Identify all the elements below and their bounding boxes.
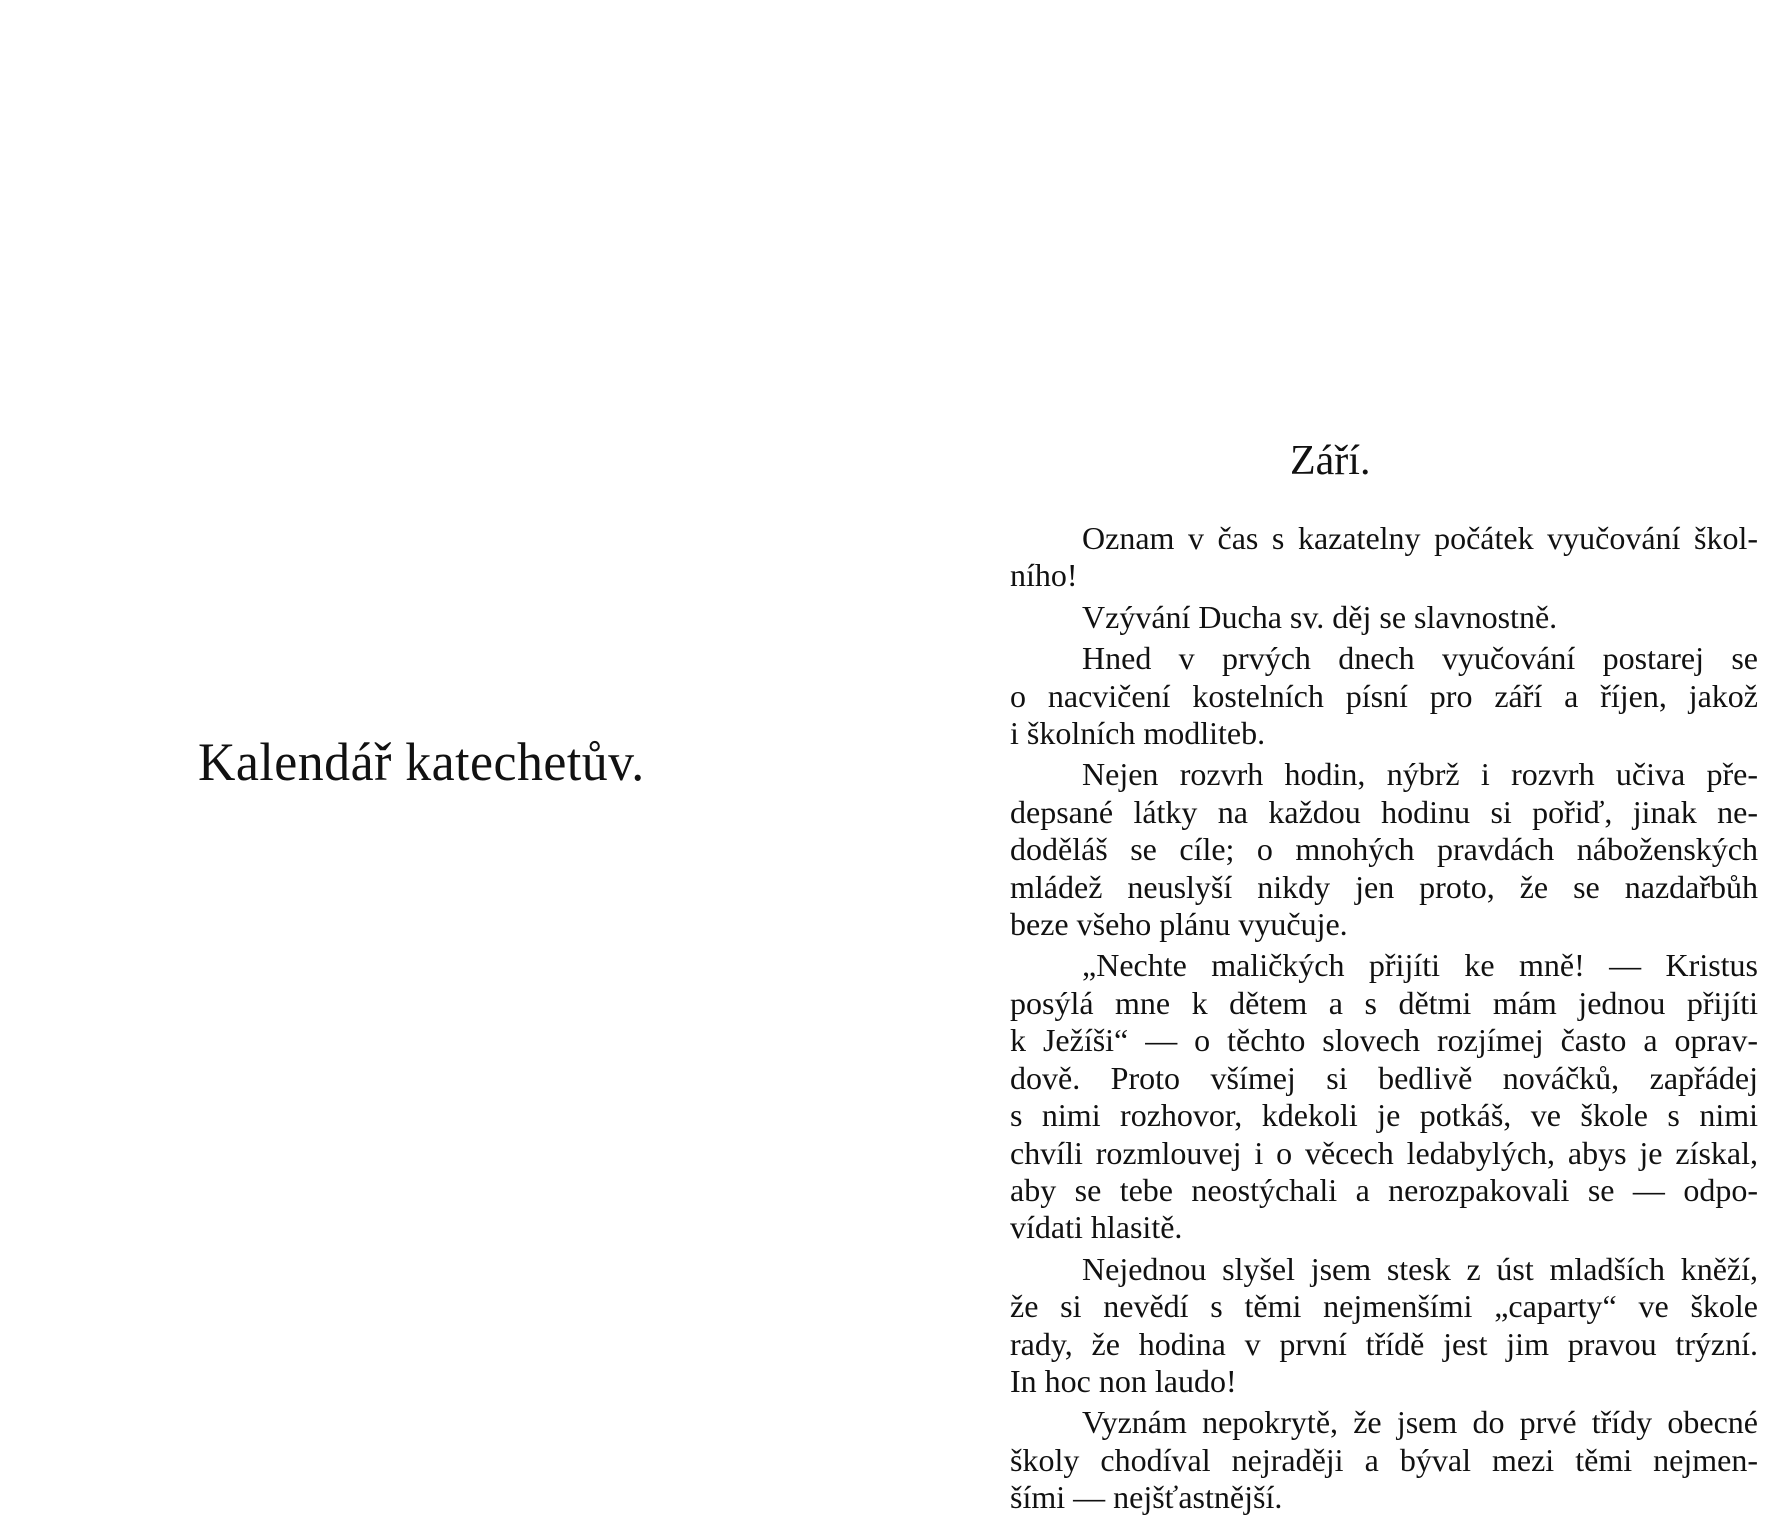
- text-line: depsané látky na každou hodinu si pořiď, jinak ne-: [1010, 793, 1758, 830]
- text-line: ního!: [1010, 557, 1078, 594]
- text-line: chvíli rozmlouvej i o věcech ledabylých, abys je získal,: [1010, 1134, 1758, 1171]
- paragraph: [938, 520, 1758, 595]
- text-line: rady, že hodina v první třídě jest jim pravou trýzní.: [1010, 1325, 1758, 1362]
- section-title-september: Září.: [1290, 438, 1371, 484]
- text-line: školy chodíval nejraději a býval mezi těmi nejmen-: [1010, 1441, 1758, 1478]
- text-line: Hned v prvých dnech vyučování postarej se: [1082, 640, 1758, 677]
- text-line: mládež neuslyší nikdy jen proto, že se nazdařbůh: [1010, 868, 1758, 905]
- text-line: Vyznám nepokrytě, že jsem do prvé třídy obecné: [1082, 1404, 1758, 1441]
- text-line: posýlá mne k dětem a s dětmi mám jednou přijíti: [1010, 984, 1758, 1021]
- text-line: Nejen rozvrh hodin, nýbrž i rozvrh učiva pře-: [1082, 756, 1758, 793]
- text-line: Vzývání Ducha sv. děj se slavnostně.: [1082, 598, 1558, 635]
- text-line: že si nevědí s těmi nejmenšími „caparty“ ve škole: [1010, 1288, 1758, 1325]
- paragraph: [938, 640, 1758, 752]
- left-page: [0, 0, 900, 1500]
- book-title: Kalendář katechetův.: [198, 732, 645, 792]
- text-line: i školních modliteb.: [1010, 715, 1266, 752]
- text-line: o nacvičení kostelních písní pro září a říjen, jakož: [1010, 677, 1758, 714]
- text-line: In hoc non laudo!: [1010, 1362, 1237, 1399]
- text-line: k Ježíši“ — o těchto slovech rozjímej často a oprav-: [1010, 1022, 1758, 1059]
- text-line: dově. Proto všímej si bedlivě nováčků, zapřádej: [1010, 1059, 1758, 1096]
- text-line: Oznam v čas s kazatelny počátek vyučování škol-: [1082, 520, 1758, 556]
- paragraph: [938, 599, 1758, 636]
- text-line: s nimi rozhovor, kdekoli je potkáš, ve škole s nimi: [1010, 1097, 1758, 1134]
- right-page: [900, 0, 1790, 1516]
- text-line: aby se tebe neostýchali a nerozpakovali se — odpo-: [1010, 1171, 1758, 1208]
- text-line: doděláš se cíle; o mnohých pravdách náboženských: [1010, 831, 1758, 868]
- text-line: Nejednou slyšel jsem stesk z úst mladších kněží,: [1082, 1250, 1758, 1287]
- paragraph: [938, 947, 1758, 1246]
- paragraph: [938, 756, 1758, 943]
- text-line: beze všeho plánu vyučuje.: [1010, 906, 1348, 943]
- text-line: vídati hlasitě.: [1010, 1209, 1183, 1246]
- body-text: [938, 520, 1758, 1521]
- text-line: „Nechte maličkých přijíti ke mně! — Kristus: [1082, 947, 1758, 984]
- text-line: šími — nejšťastnější.: [1010, 1479, 1283, 1516]
- paragraph: [938, 1251, 1758, 1401]
